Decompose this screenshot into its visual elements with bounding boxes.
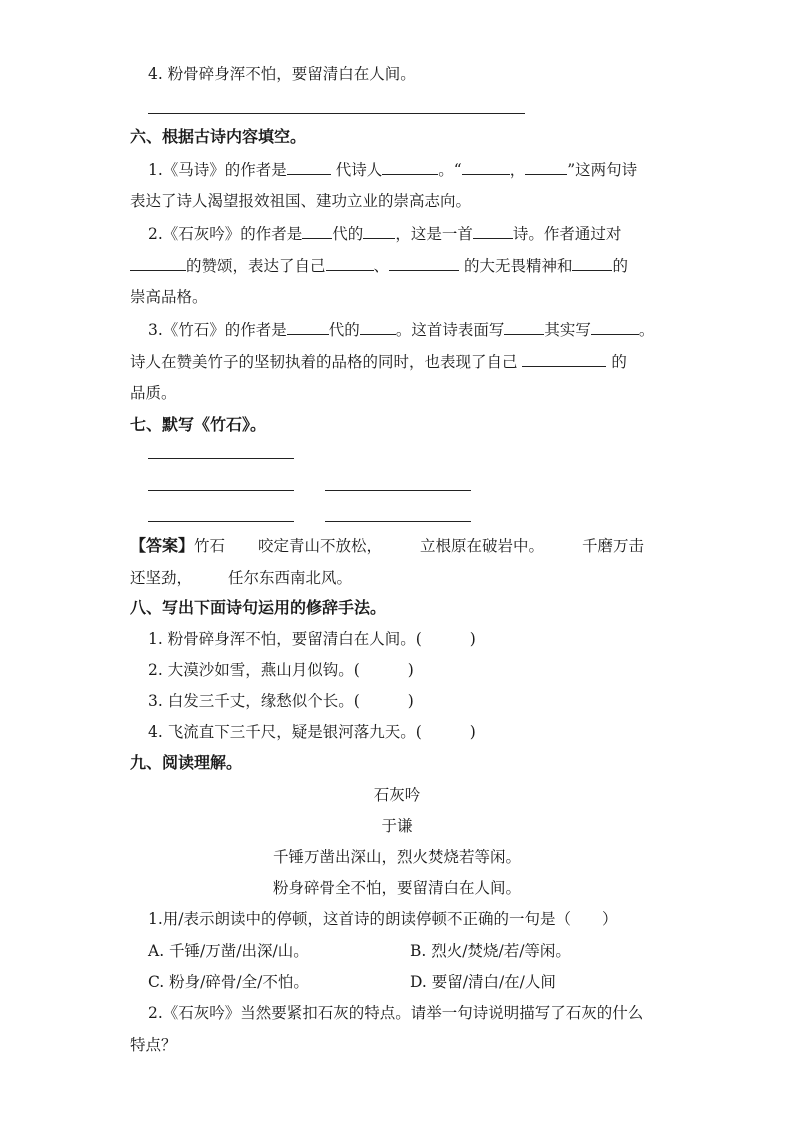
option-c: C. 粉身/碎骨/全/不怕。: [148, 973, 309, 991]
s8-item-3: 3. 白发三千丈，缘愁似个长。( ): [148, 692, 414, 710]
s8-item-2: 2. 大漠沙如雪，燕山月似钩。( ): [148, 661, 414, 679]
s9-question-2-line2: 特点？: [130, 1036, 177, 1054]
s7-answer-l3b: 还坚劲，: [130, 569, 193, 587]
blank: [360, 318, 396, 335]
blank: [130, 254, 186, 271]
blank: [522, 350, 606, 367]
s5-answer-line: [148, 113, 525, 114]
poem-title: 石灰吟: [373, 786, 421, 804]
blank: [287, 318, 329, 335]
s6-q2-line2: 的赞颂，表达了自己 、 的大无畏精神和 的: [130, 254, 628, 277]
blank: [591, 318, 639, 335]
s6-q1-line2: 表达了诗人渴望报效祖国、建功立业的崇高志向。: [130, 192, 472, 210]
blank: [302, 222, 332, 239]
dictation-line-4: [325, 521, 471, 522]
answer-tag: 【答案】: [130, 536, 195, 555]
s6-q3-line3: 品质。: [130, 384, 177, 402]
s8-item-1: 1. 粉骨碎身浑不怕，要留清白在人间。( ): [148, 630, 476, 648]
blank: [572, 254, 612, 271]
s6-q3-line1: 3.《竹石》的作者是 代的 。这首诗表面写 其实写 。: [148, 318, 654, 341]
option-d: D. 要留/清白/在/人间: [410, 973, 556, 991]
s6-heading: 六、根据古诗内容填空。: [130, 127, 307, 146]
s6-q3-line2: 诗人在赞美竹子的坚韧执着的品格的同时，也表现了自己 的: [130, 350, 627, 373]
s9-question-2-line1: 2.《石灰吟》当然要紧扣石灰的特点。请举一句诗说明描写了石灰的什么: [148, 1004, 644, 1022]
s5-question-4: 4. 粉骨碎身浑不怕，要留清白在人间。: [148, 65, 416, 83]
s6-q1-line1: 1.《马诗》的作者是 代诗人 。“ ， ”这两句诗: [148, 158, 637, 181]
option-b: B. 烈火/焚烧/若/等闲。: [410, 942, 571, 960]
s6-q2-line1: 2.《石灰吟》的作者是 代的 ，这是一首 诗。作者通过对: [148, 222, 621, 245]
blank: [504, 318, 544, 335]
option-a: A. 千锤/万凿/出深/山。: [148, 942, 309, 960]
s6-q2-line3: 崇高品格。: [130, 288, 208, 306]
dictation-line-2: [325, 490, 471, 491]
s7-heading: 七、默写《竹石》。: [130, 415, 267, 434]
s7-answer-l3: 千磨万击: [582, 537, 645, 555]
s7-answer-l4: 任尔东西南北风。: [228, 569, 353, 587]
dictation-line-title: [148, 458, 294, 459]
s8-item-4: 4. 飞流直下三千尺，疑是银河落九天。( ): [148, 723, 476, 741]
s9-heading: 九、阅读理解。: [130, 753, 243, 772]
dictation-line-1: [148, 490, 294, 491]
s8-heading: 八、写出下面诗句运用的修辞手法。: [130, 598, 387, 617]
poem-line-1: 千锤万凿出深山，烈火焚烧若等闲。: [272, 848, 521, 866]
s7-answer-line1: 【答案】竹石: [130, 536, 226, 555]
s9-question-1: 1.用/表示朗读中的停顿，这首诗的朗读停顿不正确的一句是（ ）: [148, 910, 618, 928]
blank: [363, 222, 395, 239]
poem-line-2: 粉身碎骨全不怕，要留清白在人间。: [272, 879, 521, 897]
blank: [382, 158, 438, 175]
dictation-line-3: [148, 521, 294, 522]
s7-answer-l1: 咬定青山不放松，: [258, 537, 383, 555]
blank: [473, 222, 513, 239]
blank: [462, 158, 510, 175]
blank: [525, 158, 567, 175]
poem-author: 于谦: [381, 817, 413, 835]
blank: [326, 254, 374, 271]
s7-answer-l2: 立根原在破岩中。: [420, 537, 545, 555]
blank: [389, 254, 459, 271]
blank: [287, 158, 331, 175]
